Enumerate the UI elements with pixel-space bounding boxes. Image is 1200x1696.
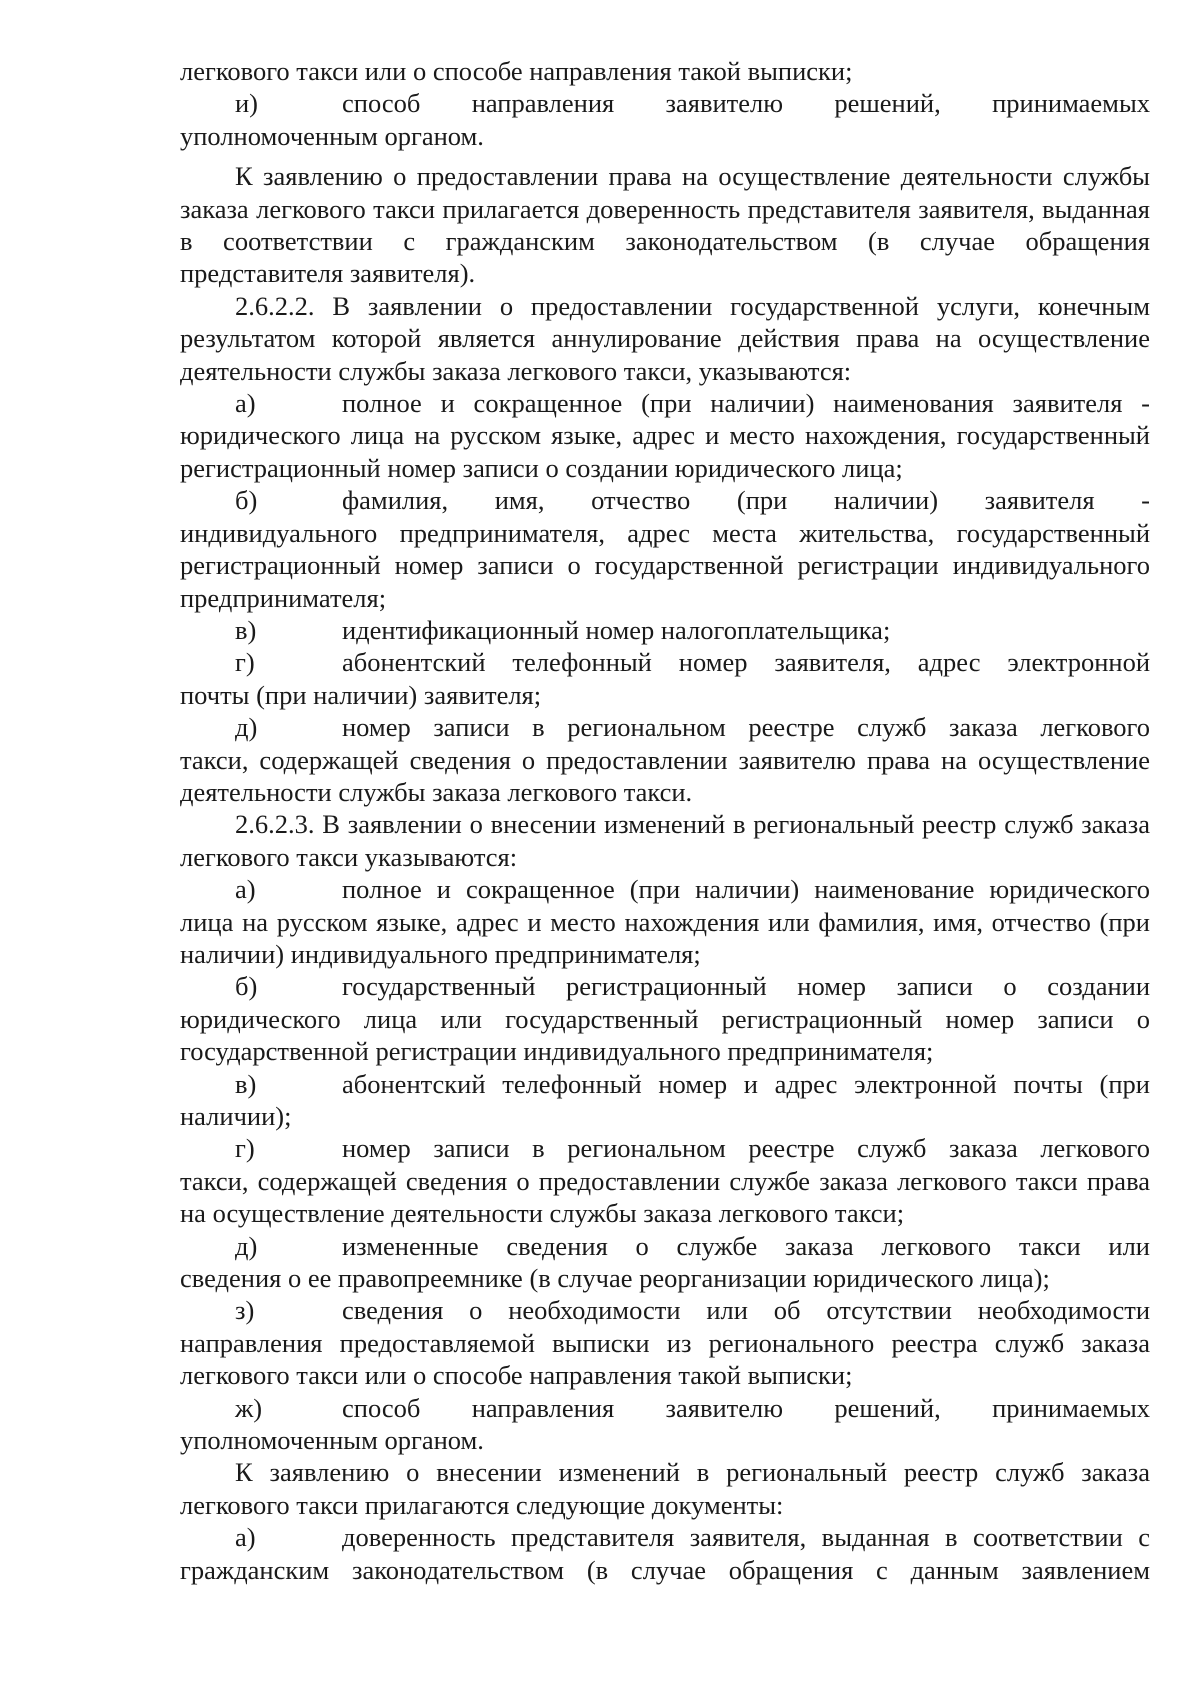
list-item-letter: б): [235, 485, 258, 516]
list-item-text: полное и сокращенное (при наличии) наименование юридического: [342, 874, 1150, 905]
list-item-letter: д): [235, 1230, 258, 1261]
list-item-text: фамилия, имя, отчество (при наличии) заявителя -: [342, 485, 1150, 516]
list-item-letter: д): [235, 712, 258, 743]
list-item-continuation: наличии);: [180, 1101, 292, 1131]
list-item-text: абонентский телефонный номер и адрес электронной почты (при: [342, 1068, 1150, 1099]
list-item-continuation: такси, содержащей сведения о предоставлении службе заказа легкового такси права на осуществление деятельности службы заказа легкового такси;: [180, 1165, 1150, 1229]
list-item-text: доверенность представителя заявителя, выданная в соответствии с: [342, 1522, 1150, 1553]
list-item-text: способ направления заявителю решений, принимаемых: [342, 1392, 1150, 1423]
list-item-continuation: почты (при наличии) заявителя;: [180, 679, 542, 710]
list-item: [180, 1294, 1150, 1326]
list-item-continuation: такси, содержащей сведения о предоставлении заявителю права на осуществление деятельности службы заказа легкового такси.: [180, 744, 1150, 807]
paragraph: легкового такси или о способе направления такой выписки;: [180, 56, 853, 86]
list-item: [180, 970, 1150, 1002]
list-item-letter: а): [235, 874, 256, 905]
list-item-letter: в): [235, 614, 257, 645]
list-item: [180, 711, 1150, 743]
list-item: [180, 873, 1150, 905]
list-item: [180, 87, 1150, 119]
list-item-continuation: индивидуального предпринимателя, адрес места жительства, государственный регистрационный номер записи о государственной регистрации индивидуального предпринимателя;: [180, 517, 1150, 613]
list-item-continuation: сведения о ее правопреемнике (в случае реорганизации юридического лица);: [180, 1263, 1050, 1294]
list-item: [180, 646, 1150, 678]
list-item: [180, 484, 1150, 516]
list-item: [180, 387, 1150, 419]
list-item: [180, 1392, 1150, 1424]
list-item: [180, 1068, 1150, 1100]
list-item-letter: в): [235, 1068, 257, 1099]
list-item-letter: г): [235, 647, 255, 678]
list-item-letter: а): [235, 388, 256, 419]
list-item-text: номер записи в региональном реестре служб заказа легкового: [342, 712, 1150, 743]
list-item-text: идентификационный номер налогоплательщика;: [342, 614, 891, 645]
list-item: [180, 1521, 1150, 1553]
list-item-letter: ж): [235, 1392, 263, 1423]
list-item: [180, 1230, 1150, 1262]
list-item-continuation: гражданским законодательством (в случае обращения с данным заявлением: [180, 1554, 1150, 1585]
list-item-letter: г): [235, 1133, 255, 1164]
list-item-text: измененные сведения о службе заказа легкового такси или: [342, 1230, 1150, 1261]
list-item-text: государственный регистрационный номер записи о создании: [342, 971, 1150, 1002]
paragraph: 2.6.2.3. В заявлении о внесении изменений в региональный реестр служб заказа легкового такси указываются:: [180, 809, 1150, 872]
paragraph: К заявлению о внесении изменений в региональный реестр служб заказа легкового такси прилагаются следующие документы:: [180, 1457, 1150, 1520]
list-item-letter: б): [235, 971, 258, 1002]
list-item-letter: з): [235, 1295, 255, 1326]
list-item-text: абонентский телефонный номер заявителя, адрес электронной: [342, 647, 1150, 678]
list-item-continuation: юридического лица на русском языке, адрес и место нахождения, государственный регистрационный номер записи о создании юридического лица;: [180, 420, 1150, 483]
list-item-text: полное и сокращенное (при наличии) наименования заявителя -: [342, 388, 1150, 419]
list-item-continuation: юридического лица или государственный регистрационный номер записи о государственной регистрации индивидуального предпринимателя;: [180, 1003, 1150, 1067]
paragraph: 2.6.2.2. В заявлении о предоставлении государственной услуги, конечным результатом которой является аннулирование действия права на осуществление деятельности службы заказа легкового такси, указываются:: [180, 290, 1150, 386]
paragraph: К заявлению о предоставлении права на осуществление деятельности службы заказа легкового такси прилагается доверенность представителя заявителя, выданная в соответствии с гражданским законодательством (в случае обращения представителя заявителя).: [180, 161, 1150, 289]
list-item-text: сведения о необходимости или об отсутствии необходимости: [342, 1295, 1150, 1326]
list-item-continuation: уполномоченным органом.: [180, 120, 484, 151]
list-item-continuation: лица на русском языке, адрес и место нахождения или фамилия, имя, отчество (при наличии) индивидуального предпринимателя;: [180, 906, 1150, 969]
list-item: [180, 614, 1150, 646]
list-item-letter: а): [235, 1522, 256, 1553]
list-item-continuation: направления предоставляемой выписки из регионального реестра служб заказа легкового такси или о способе направления такой выписки;: [180, 1327, 1150, 1391]
list-item: [180, 1132, 1150, 1164]
list-item-text: номер записи в региональном реестре служб заказа легкового: [342, 1133, 1150, 1164]
list-item-letter: и): [235, 88, 259, 119]
list-item-text: способ направления заявителю решений, принимаемых: [342, 88, 1150, 119]
list-item-continuation: уполномоченным органом.: [180, 1425, 484, 1456]
